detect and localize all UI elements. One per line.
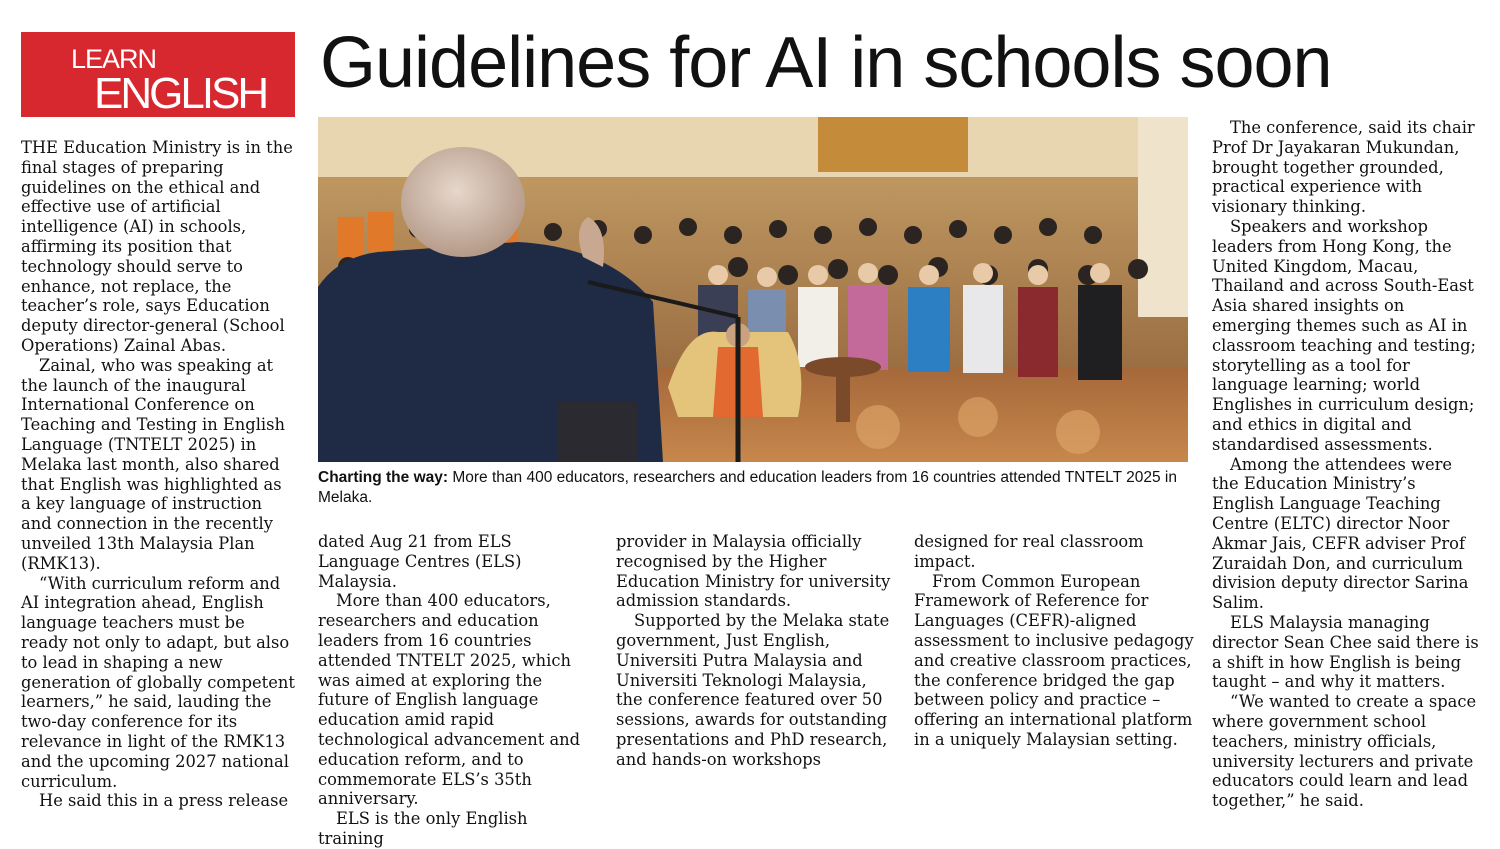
photo-caption xyxy=(318,468,1188,507)
paragraph: Zainal, who was speaking at the launch of the inaugural International Conference on Teaching and Testing in English Language (TNTELT 2025) in Melaka last month, also shared that English was highlighted as a key language of instruction and connection in the recently unveiled 13th Malaysia Plan (RMK13). xyxy=(21,355,285,573)
badge-line-learn: LEARN xyxy=(71,44,157,74)
headline: Guidelines for AI in schools soon xyxy=(320,23,1332,103)
paragraph: ELS is the only English training xyxy=(318,809,528,848)
paragraph: “We wanted to create a space where government school teachers, ministry officials, university lecturers and private educators could learn and lead together,” he said. xyxy=(1212,692,1477,811)
paragraph: provider in Malaysia officially recognised by the Higher Education Ministry for university admission standards. xyxy=(616,532,891,611)
paragraph: From Common European Framework of Reference for Languages (CEFR)-aligned assessment to inclusive pedagogy and creative classroom practices, the conference bridged the gap between policy and practice – offering an international platform in a uniquely Malaysian setting. xyxy=(914,571,1194,749)
paragraph: Supported by the Melaka state government, Just English, Universiti Putra Malaysia and Universiti Teknologi Malaysia, the conference featured over 50 sessions, awards for outstanding presentations and PhD research, and hands-on workshops xyxy=(616,611,890,769)
paragraph: The conference, said its chair Prof Dr Jayakaran Mukundan, brought together grounded, practical experience with visionary thinking. xyxy=(1212,118,1475,217)
article-column-2 xyxy=(318,532,598,849)
paragraph: “With curriculum reform and AI integration ahead, English language teachers must be ready not only to adapt, but also to lead in shaping a new generation of globally competent learners,” he said, lauding the two-day conference for its relevance in light of the RMK13 and the upcoming 2027 national curriculum. xyxy=(21,573,295,791)
paragraph: Among the attendees were the Education Ministry’s English Language Teaching Centre (ELTC) director Noor Akmar Jais, CEFR adviser Prof Zuraidah Don, and curriculum division deputy director Sarina Salim. xyxy=(1212,454,1469,613)
paragraph: More than 400 educators, researchers and education leaders from 16 countries attended TNTELT 2025, which was aimed at exploring the future of English language education amid rapid technological advancement and education reform, and to commemorate ELS’s 35th anniversary. xyxy=(318,591,581,809)
conference-photo xyxy=(318,117,1188,462)
article-column-1 xyxy=(21,138,296,811)
article-column-5 xyxy=(1212,118,1480,811)
article-column-3 xyxy=(616,532,896,770)
paragraph: designed for real classroom impact. xyxy=(914,532,1144,571)
section-badge xyxy=(21,32,295,117)
article-column-4 xyxy=(914,532,1194,750)
caption-text: More than 400 educators, researchers and education leaders from 16 countries attended TNTELT 2025 in Melaka. xyxy=(318,469,1177,506)
paragraph: Speakers and workshop leaders from Hong Kong, the United Kingdom, Macau, Thailand and across South-East Asia shared insights on emerging themes such as AI in classroom teaching and testing; storytelling as a tool for language learning; world Englishes in curriculum design; and ethics in digital and standardised assessments. xyxy=(1212,216,1476,454)
paragraph: ELS Malaysia managing director Sean Chee said there is a shift in how English is being taught – and why it matters. xyxy=(1212,612,1479,692)
badge-line-english: ENGLISH xyxy=(94,69,267,118)
paragraph: He said this in a press release xyxy=(39,791,289,811)
paragraph: THE Education Ministry is in the final stages of preparing guidelines on the ethical and effective use of artificial intelligence (AI) in schools, affirming its position that technology should serve to enhance, not replace, the teacher’s role, says Education deputy director-general (School Operations) Zainal Abas. xyxy=(21,138,293,355)
paragraph: dated Aug 21 from ELS Language Centres (ELS) Malaysia. xyxy=(318,532,522,591)
caption-lead: Charting the way: xyxy=(318,469,449,486)
